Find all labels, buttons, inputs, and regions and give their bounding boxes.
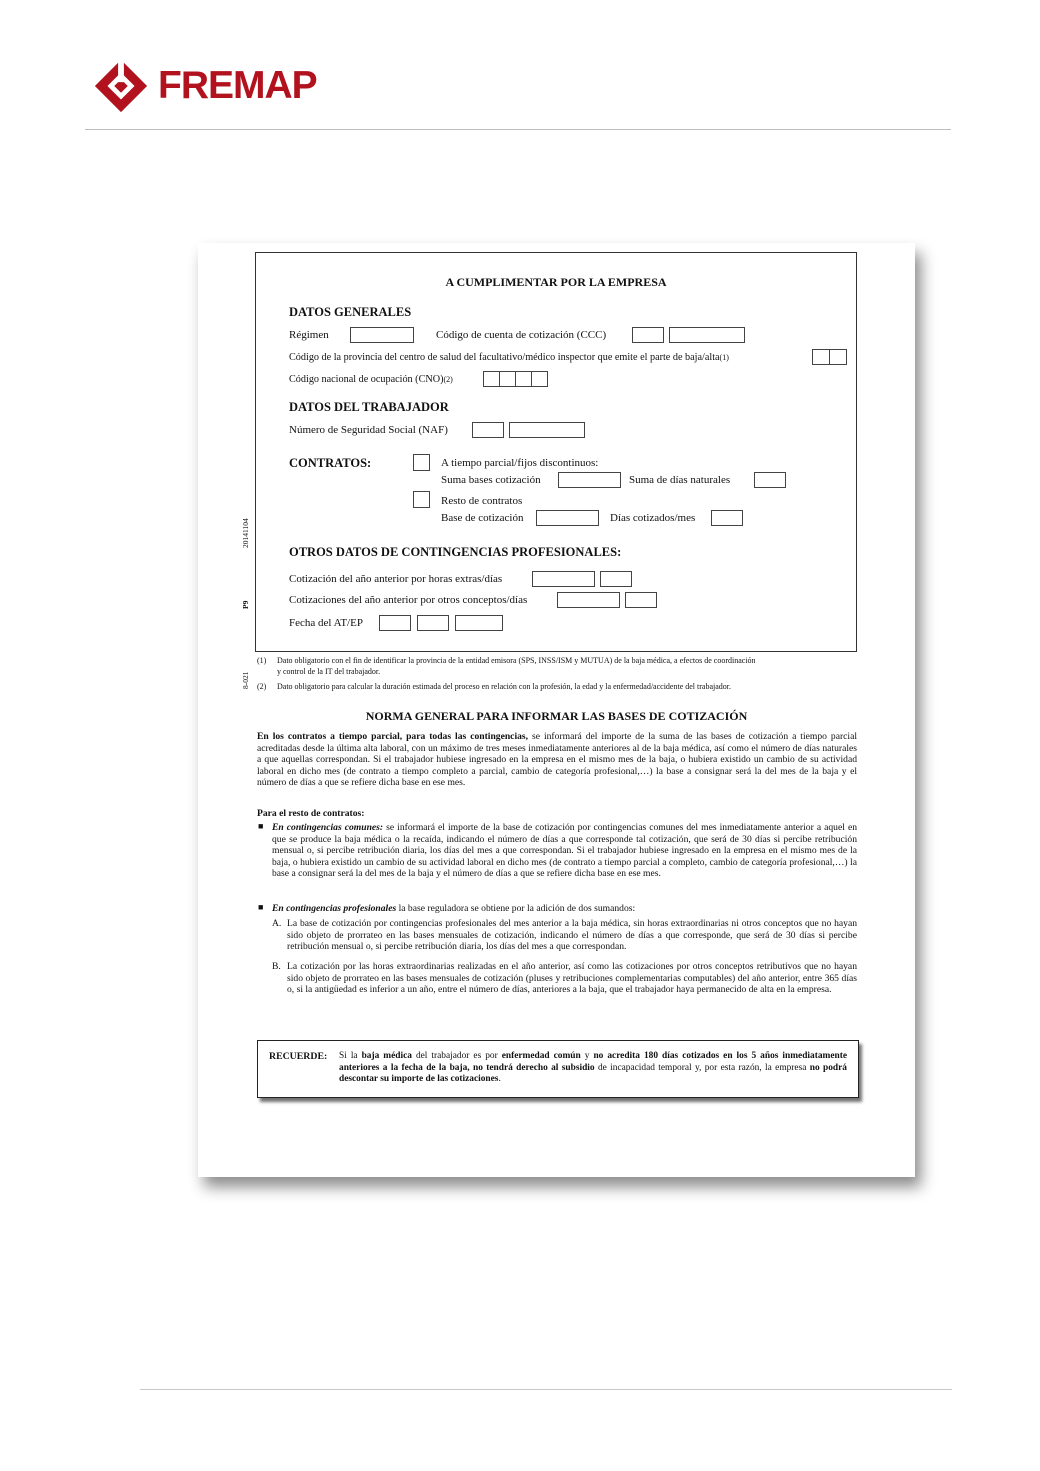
comunes-lead: En contingencias comunes:	[272, 822, 384, 833]
recuerde-t6: no acredita 180 días cotizados en los 5 años inmediatamente anteriores a la fecha de la baja, no tendrá derecho al subsidio	[339, 1051, 847, 1073]
item-a-label: A.	[272, 918, 282, 929]
fecha-label: Fecha del AT/EP	[289, 617, 363, 629]
ccc-field-2[interactable]	[669, 327, 745, 343]
comunes-text: se informará el importe de la base de cotización por contingencias comunes del mes inmediatamente anterior a aquel en que se produce la baja médica o la recaída, indicando el número de días a que corresponde tal cotización, que será de 30 días si percibe retribución mensual o, si percibe retribución diaria, los días del mes a que correspondan. Si el trabajador hubiese ingresado en la empresa en el mismo mes de la baja, o hubiera existido un cambio de su actividad laboral en dicho mes (de contrato a tiempo parcial a completo, cambio de categoría profesional,…) la base a consignar será la del mes de la baja y el número de días a que se refiere dicha base en ese mes.	[272, 822, 857, 880]
norma-parcial-lead: En los contratos a tiempo parcial, para todas las contingencias,	[257, 731, 529, 742]
ccc-field-1[interactable]	[632, 327, 664, 343]
note-1-line-2: y control de la IT del trabajador.	[277, 667, 381, 676]
recuerde-box	[257, 1040, 859, 1098]
recuerde-t2: baja médica	[361, 1051, 412, 1061]
suma-bases-field[interactable]	[558, 472, 621, 488]
horas-extras-field[interactable]	[532, 571, 595, 587]
horas-extras-days-field[interactable]	[600, 571, 632, 587]
item-b-label: B.	[272, 961, 281, 972]
recuerde-t3: del trabajador es por	[411, 1051, 502, 1061]
cno-field-3[interactable]	[515, 371, 532, 387]
base-label: Base de cotización	[441, 512, 524, 524]
recuerde-t1: Si la	[339, 1051, 362, 1061]
regimen-label: Régimen	[289, 329, 329, 341]
cno-note: (2)	[443, 375, 453, 384]
recuerde-t7: de incapacidad temporal y, por esta razón, la empresa	[594, 1062, 810, 1073]
brand-name: FREMAP	[158, 64, 317, 107]
dias-cotizados-field[interactable]	[711, 510, 743, 526]
comunes-paragraph	[272, 822, 857, 880]
header-divider	[85, 129, 951, 130]
otros-conceptos-days-field[interactable]	[625, 592, 657, 608]
cno-field-2[interactable]	[499, 371, 516, 387]
provincia-label	[289, 352, 729, 363]
side-label-code: 8-021	[241, 671, 250, 689]
fecha-year-field[interactable]	[455, 615, 503, 631]
cno-field-4[interactable]	[531, 371, 548, 387]
recuerde-t5: y	[580, 1051, 594, 1061]
otros-heading: OTROS DATOS DE CONTINGENCIAS PROFESIONALES:	[289, 545, 622, 559]
otros-conceptos-label: Cotizaciones del año anterior por otros conceptos/días	[289, 594, 528, 606]
resto-heading: Para el resto de contratos:	[257, 808, 365, 819]
item-b-text: La cotización por las horas extraordinarias realizadas en el año anterior, así como las cotizaciones por otros conceptos retributivos que no hayan sido objeto de prorrateo en las bases mensuales de cotización (pluses y retribuciones complementarias computables) del año anterior, entre 365 días o, si la antigüedad es inferior a un año, entre el número de días, anteriores a la baja, que el trabajador haya permanecido de alta en la empresa.	[287, 961, 857, 996]
brand-logo	[92, 56, 317, 116]
datos-generales-heading: DATOS GENERALES	[289, 305, 412, 319]
contratos-heading: CONTRATOS:	[289, 456, 372, 470]
norma-title: NORMA GENERAL PARA INFORMAR LAS BASES DE COTIZACIÓN	[365, 709, 748, 723]
fremap-diamond-logo-icon	[92, 56, 150, 116]
provincia-text: Código de la provincia del centro de salud del facultativo/médico inspector que emite el parte de baja/alta	[289, 352, 720, 363]
recuerde-t4: enfermedad común	[501, 1051, 581, 1061]
company-form-box	[255, 252, 857, 652]
norma-parcial-text: se informará del importe de la suma de las bases de cotización a tiempo parcial acreditadas desde la última alta laboral, con un máximo de tres meses inmediatamente anteriores al de la baja médica, así como el número de días naturales a que aquellas correspondan. Si el trabajador hubiese ingresado en la empresa en el mismo mes de la baja, o hubiera existido un cambio de su actividad laboral en dicho mes (de contrato a tiempo completo a parcial, cambio de categoría profesional,…) la base a consignar será la del mes de la baja y el número de días a que se refiere dicha base en ese mes.	[257, 731, 857, 789]
profesionales-text: la base reguladora se obtiene por la adición de dos sumandos:	[396, 903, 636, 914]
parcial-checkbox[interactable]	[413, 454, 430, 471]
form-title: A CUMPLIMENTAR POR LA EMPRESA	[445, 275, 667, 289]
fecha-month-field[interactable]	[417, 615, 449, 631]
provincia-note: (1)	[719, 353, 729, 362]
side-label-date: 20141104	[241, 518, 250, 548]
base-field[interactable]	[536, 510, 599, 526]
recuerde-label: RECUERDE:	[269, 1051, 328, 1062]
dias-cotizados-label: Días cotizados/mes	[610, 512, 696, 524]
item-a-text: La base de cotización por contingencias profesionales del mes anterior a la baja médica, sin horas extraordinarias ni otros conceptos que no hayan sido objeto de prorrateo en las bases mensuales de cotización, indicando el número de días a que corresponde, que será de 30 días si percibe retribución mensual o, si percibe retribución diaria, los días del mes a que correspondan.	[287, 918, 857, 953]
profesionales-paragraph	[272, 903, 857, 915]
note-2-text: Dato obligatorio para calcular la duración estimada del proceso en relación con la profesión, la edad y la enfermedad/accidente del trabajador.	[277, 682, 732, 691]
norma-parcial-paragraph	[257, 731, 857, 789]
horas-extras-label: Cotización del año anterior por horas extras/días	[289, 573, 503, 585]
otros-conceptos-field[interactable]	[557, 592, 620, 608]
recuerde-t9: .	[498, 1074, 501, 1085]
naf-field-1[interactable]	[472, 422, 504, 438]
resto-label: Resto de contratos	[441, 495, 523, 507]
note-2-number: (2)	[257, 682, 267, 691]
naf-label: Número de Seguridad Social (NAF)	[289, 424, 448, 436]
cno-text: Código nacional de ocupación (CNO)	[289, 374, 444, 385]
fecha-day-field[interactable]	[379, 615, 411, 631]
provincia-field-1[interactable]	[812, 349, 830, 365]
datos-trabajador-heading: DATOS DEL TRABAJADOR	[289, 400, 449, 414]
naf-field-2[interactable]	[509, 422, 585, 438]
side-label-p9: P9	[241, 600, 250, 609]
regimen-field[interactable]	[350, 327, 414, 343]
cno-label	[289, 374, 453, 385]
recuerde-text	[339, 1051, 847, 1086]
provincia-field-2[interactable]	[829, 349, 847, 365]
ccc-label: Código de cuenta de cotización (CCC)	[436, 329, 607, 341]
bullet-square-icon: ■	[258, 902, 264, 912]
recuerde-t8: no podrá descontar su importe de las cotizaciones	[339, 1062, 847, 1085]
note-1-line-1: Dato obligatorio con el fin de identificar la provincia de la entidad emisora (SPS, INSS/ISM y MUTUA) de la baja médica, a efectos de coordinación	[277, 656, 756, 665]
parcial-label: A tiempo parcial/fijos discontinuos:	[441, 457, 599, 469]
resto-checkbox[interactable]	[413, 491, 430, 508]
bullet-square-icon: ■	[258, 821, 264, 831]
suma-dias-field[interactable]	[754, 472, 786, 488]
cno-field-1[interactable]	[483, 371, 500, 387]
note-1-number: (1)	[257, 656, 267, 665]
suma-dias-label: Suma de días naturales	[629, 474, 731, 486]
suma-bases-label: Suma bases cotización	[441, 474, 541, 486]
footer-divider	[140, 1389, 952, 1390]
profesionales-lead: En contingencias profesionales	[272, 903, 397, 914]
document-page	[198, 243, 915, 1177]
